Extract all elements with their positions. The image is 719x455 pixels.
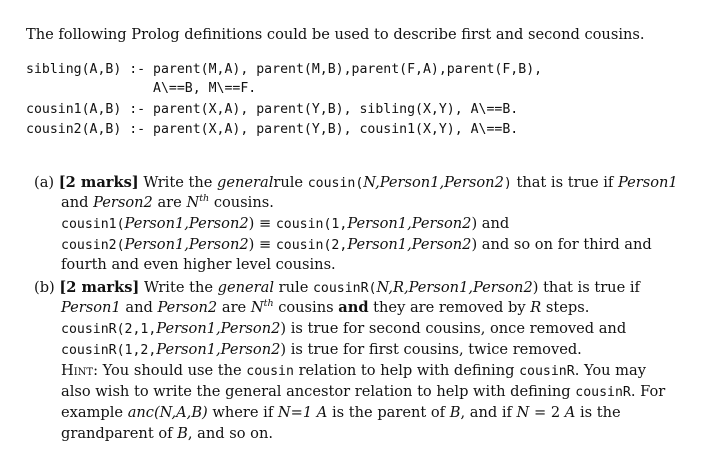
part-a-line-4: cousin2(Person1,Person2) ≡ cousin(2,Person1,Person2) and so on for third and [61, 236, 652, 253]
code-line-4: cousin2(A,B) :- parent(X,A), parent(Y,B), cousin1(X,Y), A\==B. [26, 122, 519, 137]
part-b-line-3: cousinR(2,1,Person1,Person2) is true for second cousins, once removed and [61, 320, 627, 337]
part-a-line-1: (a) [2 marks] Write the generalrule cousin(N,Person1,Person2) that is true if Person1 [34, 174, 678, 191]
part-b-hint-line-2: also wish to write the general ancestor relation to help with defining cousinR. For [61, 383, 666, 400]
part-b-line-4: cousinR(1,2,Person1,Person2) is true for first cousins, twice removed. [61, 341, 582, 358]
part-a-line-3: cousin1(Person1,Person2) ≡ cousin(1,Person1,Person2) and [61, 215, 510, 232]
part-b-hint-line-3: example anc(N,A,B) where if N=1 A is the parent of B, and if N = 2 A is the [61, 404, 621, 421]
part-b-line-1: (b) [2 marks] Write the general rule cousinR(N,R,Person1,Person2) that is true if [34, 279, 640, 296]
part-a-line-5: fourth and even higher level cousins. [61, 256, 336, 273]
code-line-3: cousin1(A,B) :- parent(X,A), parent(Y,B), sibling(X,Y), A\==B. [26, 102, 519, 117]
part-b-hint-line-1: Hint: You should use the cousin relation to help with defining cousinR. You may [61, 362, 646, 379]
code-line-1: sibling(A,B) :- parent(M,A), parent(M,B),parent(F,A),parent(F,B), [26, 62, 543, 77]
intro-text: The following Prolog definitions could be used to describe first and second cousins. [26, 26, 645, 43]
part-b-line-2: Person1 and Person2 are $N^{th}$ cousins and they are removed by R steps. [61, 298, 590, 316]
part-b-hint-line-4: grandparent of B, and so on. [61, 425, 273, 442]
part-a-line-2: and Person2 are $N^{th}$ cousins. [61, 193, 274, 211]
code-line-2: A\==B, M\==F. [26, 81, 257, 96]
